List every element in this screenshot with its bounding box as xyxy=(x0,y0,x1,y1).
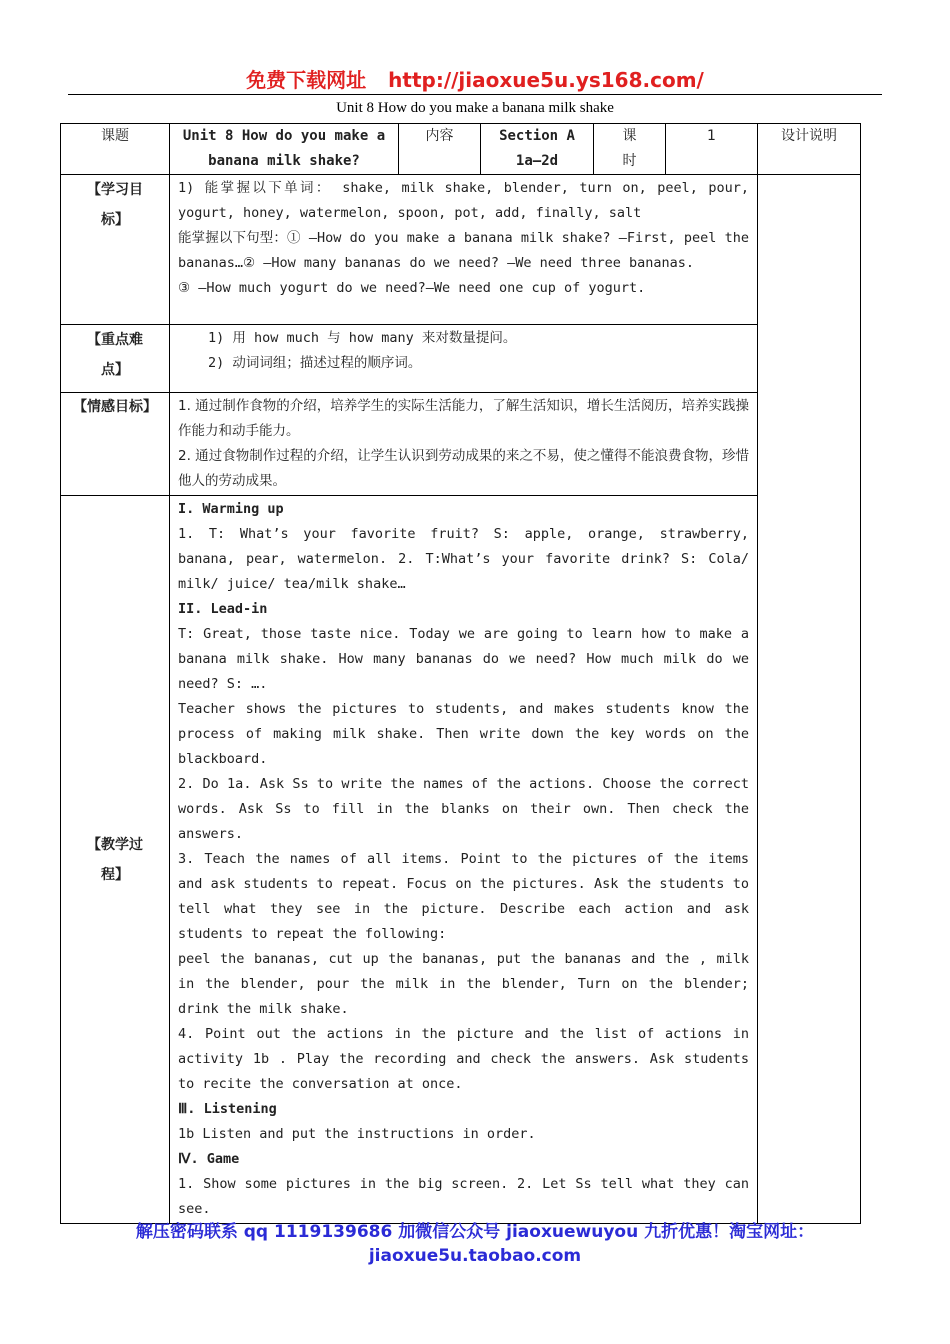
topic-label: 课题 xyxy=(61,124,170,175)
topic-title: Unit 8 How do you make a banana milk shake? xyxy=(170,124,399,175)
process-paragraph: T: Great, those taste nice. Today we are going to learn how to make a banana milk shake. How many bananas do we need? How much milk do we need? S: …. xyxy=(178,626,749,692)
process-paragraph: 3. Teach the names of all items. Point to the pictures of the items and ask students to repeat. Focus on the pictures. Ask the students to tell what they see in the picture. Describe each action and ask students to repeat the following: xyxy=(178,851,749,942)
process-paragraph: 1b Listen and put the instructions in order. xyxy=(178,1126,536,1142)
key-points-content xyxy=(170,325,758,393)
process-paragraph: 1. T: What’s your favorite fruit? S: apple, orange, strawberry, banana, pear, watermelon. 2. T:What’s your favorite drink? S: Cola/ milk/ juice/ tea/milk shake… xyxy=(178,526,749,592)
process-paragraph: peel the bananas, cut up the bananas, put the bananas and the , milk in the blender, pour the milk in the blender, Turn on the blender; drink the milk shake. xyxy=(178,951,749,1017)
page-subtitle: Unit 8 How do you make a banana milk shake xyxy=(336,100,614,116)
lesson-plan-table xyxy=(60,123,861,1224)
design-notes-label: 设计说明 xyxy=(758,124,861,175)
process-paragraph: 1. Show some pictures in the big screen. 2. Let Ss tell what they can see. xyxy=(178,1176,749,1217)
process-content xyxy=(170,496,758,1224)
emotion-content xyxy=(170,393,758,496)
process-paragraph: 2. Do 1a. Ask Ss to write the names of the actions. Choose the correct words. Ask Ss to fill in the blanks on their own. Then check the answers. xyxy=(178,776,749,842)
goals-line: 能掌握以下句型：① —How do you make a banana milk shake? —First, peel the bananas…② —How many bananas do we need? —We need three bananas. xyxy=(178,230,749,271)
header-divider xyxy=(68,94,882,95)
section-heading: II. Lead-in xyxy=(178,601,268,617)
design-notes-column xyxy=(758,175,861,1224)
footer-taobao-link[interactable]: jiaoxue5u.taobao.com xyxy=(368,1246,582,1266)
goals-label: 【学习目标】 xyxy=(61,175,170,325)
banner-url-link[interactable]: http://jiaoxue5u.ys168.com/ xyxy=(388,68,704,92)
emotion-line: 2. 通过食物制作过程的介绍，让学生认识到劳动成果的来之不易，使之懂得不能浪费食物，珍惜他人的劳动成果。 xyxy=(178,448,749,489)
footer-line: 解压密码联系 qq 1119139686 加微信公众号 jiaoxuewuyou 九折优惠！淘宝网址： xyxy=(135,1222,815,1242)
key-points-label: 【重点难点】 xyxy=(61,325,170,393)
key-point-line: 2) 动词词组；描述过程的顺序词。 xyxy=(208,355,422,371)
process-paragraph: Teacher shows the pictures to students, and makes students know the process of making milk shake. Then write down the key words on the blackboard. xyxy=(178,701,749,767)
header-row xyxy=(61,124,861,175)
download-banner xyxy=(0,66,950,94)
goals-row xyxy=(61,175,861,325)
emotion-label: 【情感目标】 xyxy=(61,393,170,496)
goals-line: ③ —How much yogurt do we need?—We need one cup of yogurt. xyxy=(178,280,646,296)
key-point-line: 1) 用 how much 与 how many 来对数量提问。 xyxy=(208,330,517,346)
content-label: 内容 xyxy=(399,124,481,175)
key-points-row xyxy=(61,325,861,393)
section-heading: Ⅳ. Game xyxy=(178,1151,240,1167)
process-label: 【教学过程】 xyxy=(61,496,170,1224)
process-paragraph: 4. Point out the actions in the picture and the list of actions in activity 1b . Play the recording and check the answers. Ask students to recite the conversation at once. xyxy=(178,1026,749,1092)
section-heading: Ⅲ. Listening xyxy=(178,1101,277,1117)
period-label: 课时 xyxy=(594,124,666,175)
process-row xyxy=(61,496,861,1224)
goals-content xyxy=(170,175,758,325)
emotion-row xyxy=(61,393,861,496)
emotion-line: 1. 通过制作食物的介绍，培养学生的实际生活能力，了解生活知识，增长生活阅历，培养实践操作能力和动手能力。 xyxy=(178,398,749,439)
footer-contact xyxy=(0,1220,950,1268)
section-heading: I. Warming up xyxy=(178,501,284,517)
banner-text: 免费下载网址 xyxy=(246,68,367,92)
goals-line: 1) 能掌握以下单词： shake, milk shake, blender, turn on, peel, pour, yogurt, honey, watermelon, spoon, pot, add, finally, salt xyxy=(178,180,749,221)
section-value: Section A 1a—2d xyxy=(481,124,594,175)
period-value: 1 xyxy=(666,124,758,175)
